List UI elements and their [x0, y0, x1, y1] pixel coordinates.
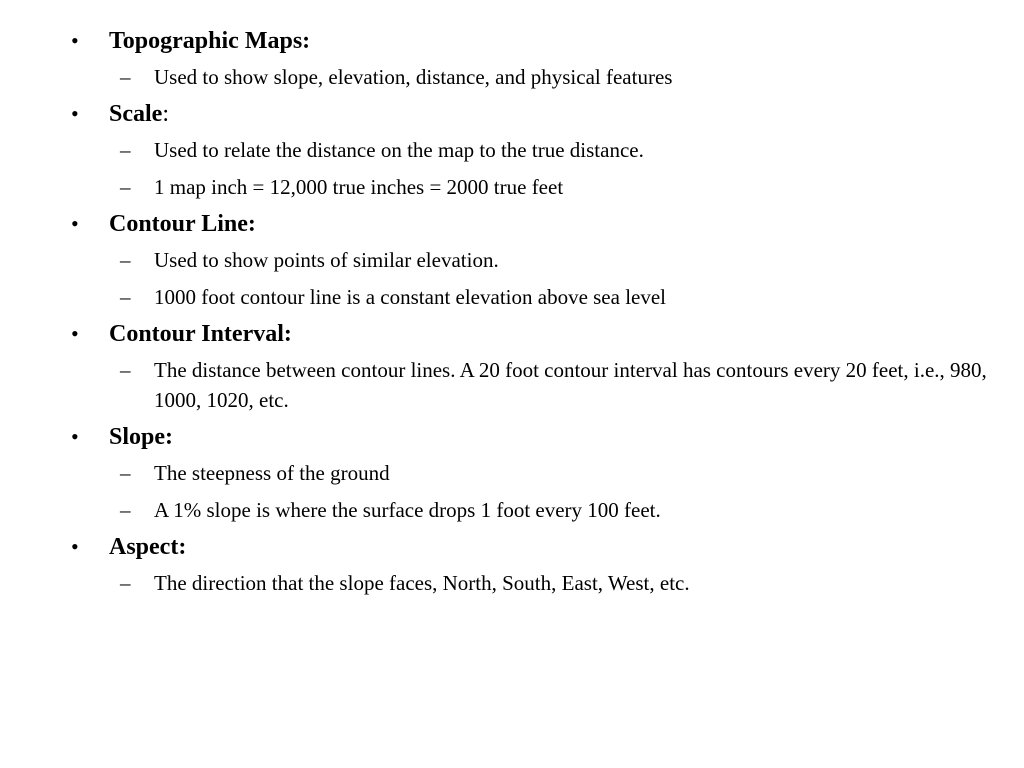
topic-term-suffix: :: [162, 101, 169, 127]
dash: –: [120, 358, 131, 382]
topic-heading: [0, 26, 1000, 56]
topic-contour-interval: [0, 319, 1000, 415]
list-item-text: Used to relate the distance on the map to the true distance.: [154, 138, 644, 162]
list-item: [0, 495, 1000, 525]
list-item-text: 1000 foot contour line is a constant elevation above sea level: [154, 285, 667, 309]
list-item: [0, 282, 1000, 312]
topic-heading: [0, 99, 1000, 129]
dash: –: [120, 571, 131, 595]
bullet: •: [71, 534, 79, 559]
topic-term: Aspect:: [109, 534, 187, 560]
bullet: •: [71, 211, 79, 236]
topic-heading: [0, 532, 1000, 562]
sub-list: [0, 245, 1000, 312]
topic-aspect: [0, 532, 1000, 598]
dash: –: [120, 498, 131, 522]
topic-term: Contour Line:: [109, 211, 256, 237]
list-item-text: The direction that the slope faces, North, South, East, West, etc.: [154, 571, 690, 595]
topic-term: Scale: [109, 101, 163, 127]
sub-list: [0, 62, 1000, 92]
sub-list: [0, 135, 1000, 202]
bullet: •: [71, 28, 79, 53]
dash: –: [120, 65, 131, 89]
list-item: [0, 458, 1000, 488]
sub-list: [0, 355, 1000, 415]
dash: –: [120, 461, 131, 485]
list-item-text: Used to show slope, elevation, distance, and physical features: [154, 65, 673, 89]
bullet: •: [71, 321, 79, 346]
list-item: [0, 355, 1000, 415]
dash: –: [120, 285, 131, 309]
list-item-text: 1 map inch = 12,000 true inches = 2000 true feet: [154, 175, 564, 199]
list-item-text: The steepness of the ground: [154, 461, 390, 485]
sub-list: [0, 458, 1000, 525]
dash: –: [120, 175, 131, 199]
topic-term: Topographic Maps:: [109, 28, 311, 54]
list-item-text: Used to show points of similar elevation.: [154, 248, 499, 272]
sub-list: [0, 568, 1000, 598]
list-item-text: The distance between contour lines. A 20 foot contour interval has contours every 20 feet, i.e., 980, 1000, 1020, etc.: [154, 358, 987, 412]
topic-topographic-maps: [0, 26, 1000, 92]
bullet: •: [71, 101, 79, 126]
dash: –: [120, 248, 131, 272]
topic-heading: [0, 422, 1000, 452]
topic-term: Slope:: [109, 424, 174, 450]
list-item: [0, 62, 1000, 92]
list-item: [0, 135, 1000, 165]
list-item: [0, 172, 1000, 202]
topic-heading: [0, 209, 1000, 239]
topic-scale: [0, 99, 1000, 202]
topic-slope: [0, 422, 1000, 525]
dash: –: [120, 138, 131, 162]
bullet: •: [71, 424, 79, 449]
topic-contour-line: [0, 209, 1000, 312]
topic-heading: [0, 319, 1000, 349]
list-item: [0, 245, 1000, 275]
list-item-text: A 1% slope is where the surface drops 1 foot every 100 feet.: [154, 498, 661, 522]
list-item: [0, 568, 1000, 598]
topic-term: Contour Interval:: [109, 321, 292, 347]
